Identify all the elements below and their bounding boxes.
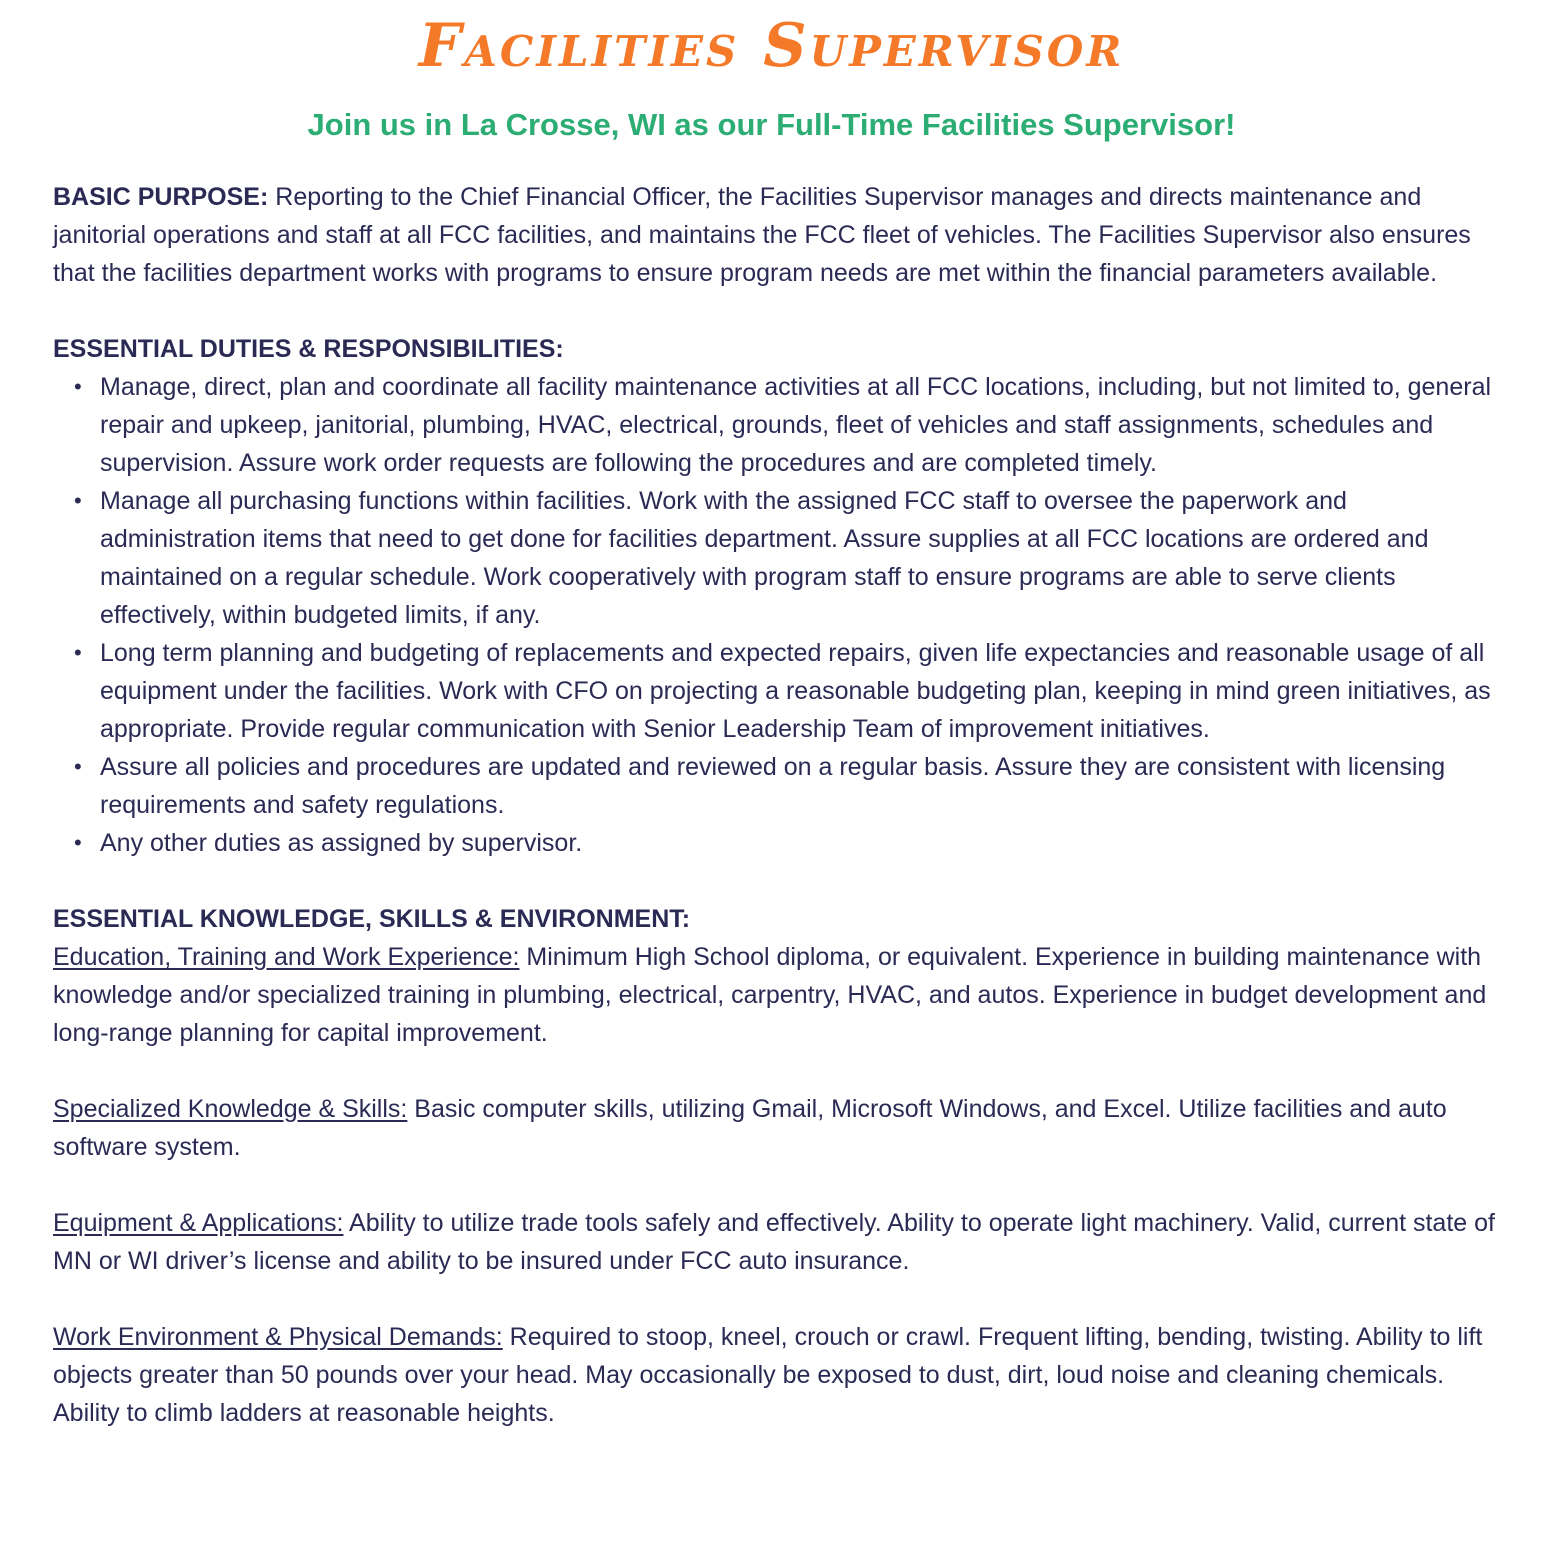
equipment-label: Equipment & Applications:: [53, 1209, 344, 1237]
basic-purpose-text: Reporting to the Chief Financial Officer, the Facilities Supervisor manages and directs maintenance and janitorial operations and staff at all FCC facilities, and maintains the FCC fleet of vehicles. The Facilities Supervisor also ensures that the facilities department works with programs to ensure program needs are met within the financial parameters available.: [53, 183, 1471, 287]
knowledge-heading: ESSENTIAL KNOWLEDGE, SKILLS & ENVIRONMENT:: [53, 905, 691, 933]
duties-list: [53, 368, 1498, 862]
education-text: Minimum High School diploma, or equivalent. Experience in building maintenance with knowledge and/or specialized training in plumbing, electrical, carpentry, HVAC, and autos. Experience in budget development and long-range planning for capital improvement.: [53, 943, 1487, 1047]
education-label: Education, Training and Work Experience:: [53, 943, 520, 971]
environment-paragraph: [53, 1318, 1498, 1432]
duties-heading: ESSENTIAL DUTIES & RESPONSIBILITIES:: [53, 335, 564, 363]
equipment-text: Ability to utilize trade tools safely and effectively. Ability to operate light machinery. Valid, current state of MN or WI driver’s license and ability to be insured under FCC auto insurance.: [53, 1209, 1495, 1275]
environment-label: Work Environment & Physical Demands:: [53, 1323, 503, 1351]
duty-item: [74, 748, 1498, 824]
duty-item: [74, 824, 1498, 862]
duty-text: Long term planning and budgeting of replacements and expected repairs, given life expectancies and reasonable usage of all equipment under the facilities. Work with CFO on projecting a reasonable budgeting plan, keeping in mind green initiatives, as appropriate. Provide regular communication with Senior Leadership Team of improvement initiatives.: [100, 639, 1491, 743]
page-title: Facilities Supervisor: [418, 11, 1125, 81]
bullet-icon: •: [74, 830, 82, 855]
bullet-icon: •: [74, 488, 82, 513]
equipment-paragraph: [53, 1204, 1498, 1280]
skills-text: Basic computer skills, utilizing Gmail, Microsoft Windows, and Excel. Utilize facilities and auto software system.: [53, 1095, 1447, 1161]
duty-text: Manage all purchasing functions within facilities. Work with the assigned FCC staff to oversee the paperwork and administration items that need to get done for facilities department. Assure supplies at all FCC locations are ordered and maintained on a regular schedule. Work cooperatively with program staff to ensure programs are able to serve clients effectively, within budgeted limits, if any.: [100, 487, 1429, 629]
duty-item: [74, 368, 1498, 482]
bullet-icon: •: [74, 640, 82, 665]
duty-item: [74, 482, 1498, 634]
environment-text: Required to stoop, kneel, crouch or crawl. Frequent lifting, bending, twisting. Ability to lift objects greater than 50 pounds over your head. May occasionally be exposed to dust, dirt, loud noise and cleaning chemicals. Ability to climb ladders at reasonable heights.: [53, 1323, 1483, 1427]
document-body: [53, 178, 1498, 1432]
education-paragraph: [53, 938, 1498, 1052]
duty-text: Assure all policies and procedures are updated and reviewed on a regular basis. Assure they are consistent with licensing requirements and safety regulations.: [100, 753, 1446, 819]
bullet-icon: •: [74, 754, 82, 779]
page-subtitle: Join us in La Crosse, WI as our Full-Time Facilities Supervisor!: [307, 107, 1236, 142]
skills-paragraph: [53, 1090, 1498, 1166]
duty-item: [74, 634, 1498, 748]
skills-label: Specialized Knowledge & Skills:: [53, 1095, 408, 1123]
duty-text: Any other duties as assigned by supervisor.: [100, 829, 583, 857]
duty-text: Manage, direct, plan and coordinate all facility maintenance activities at all FCC locations, including, but not limited to, general repair and upkeep, janitorial, plumbing, HVAC, electrical, grounds, fleet of vehicles and staff assignments, schedules and supervision. Assure work order requests are following the procedures and are completed timely.: [100, 373, 1492, 477]
bullet-icon: •: [74, 374, 82, 399]
basic-purpose-label: BASIC PURPOSE:: [53, 183, 269, 211]
basic-purpose-paragraph: [53, 178, 1498, 292]
